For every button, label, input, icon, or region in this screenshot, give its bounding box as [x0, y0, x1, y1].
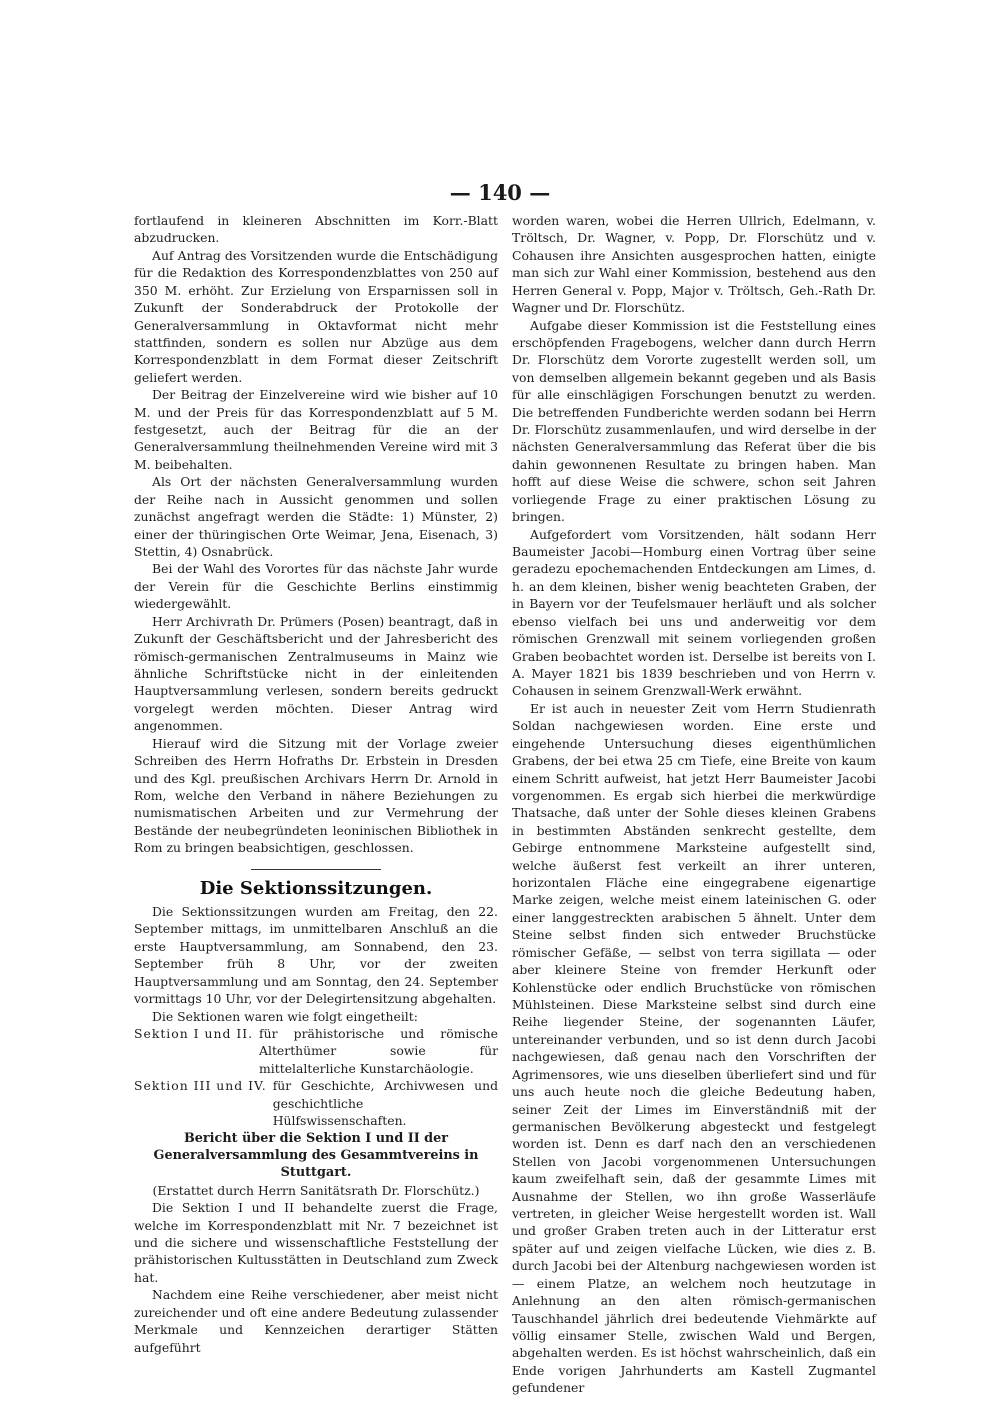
paragraph: Die Sektion I und II behandelte zuerst die Frage, welche im Korrespondenzblatt mit Nr. 7 bezeichnet ist und die sichere und wissenschaftliche Feststellung der prähistorischen Kultusstätten in Deutschland zum Zweck hat.: [134, 1200, 498, 1285]
paragraph: Auf Antrag des Vorsitzenden wurde die Entschädigung für die Redaktion des Korrespondenzblattes von 250 auf 350 M. erhöht. Zur Erzielung von Ersparnissen soll in Zukunft der Sonderabdruck der Protokolle der Generalversammlung in Oktavformat nicht mehr stattfinden, sondern es sollen nur Abzüge aus dem Korrespondenzblatt in dem Format dieser Zeitschrift geliefert werden.: [134, 247, 498, 385]
paragraph: Die Sektionen waren wie folgt eingetheilt:: [152, 1008, 418, 1024]
paragraph: Aufgabe dieser Kommission ist die Feststellung eines erschöpfenden Fragebogens, welcher dann durch Herrn Dr. Florschütz dem Vororte zugestellt werden soll, um von demselben allgemein bekannt gegeben und als Basis für alle einschlägigen Forschungen benutzt zu werden. Die betreffenden Fundberichte werden sodann bei Herrn Dr. Florschütz zusammenlaufen, und wird derselbe in der nächsten Generalversammlung das Referat über die bis dahin gewonnenen Resultate zu bringen haben. Man hofft auf diese Weise die schwere, schon seit Jahren vorliegende Frage zu einer praktischen Lösung zu bringen.: [512, 317, 876, 525]
paragraph: Aufgefordert vom Vorsitzenden, hält sodann Herr Baumeister Jacobi—Homburg einen Vortrag über seine geradezu epochemachenden Entdeckungen am Limes, d. h. an dem kleinen, bisher wenig beachteten Graben, der in Bayern vor der Teufelsmauer herläuft und als solcher ebenso vielfach bei uns und anderweitig vor dem römischen Grenzwall mit seinem vorliegenden großen Graben beobachtet worden ist. Derselbe ist bereits von I. A. Mayer 1821 bis 1839 beschrieben und von Herrn v. Cohausen in seinem Grenzwall-Werk erwähnt.: [512, 526, 876, 699]
sektion-description: für prähistorische und römische Alterthümer sowie für mittelalterliche Kunstarchäologie.: [259, 1025, 498, 1076]
sektion-label: Sektion I und II.: [134, 1025, 254, 1041]
section-heading: Die Sektionssitzungen.: [199, 877, 433, 899]
paragraph: worden waren, wobei die Herren Ullrich, Edelmann, v. Tröltsch, Dr. Wagner, v. Popp, Dr. Florschütz und v. Cohausen ihre Ansichten ausgesprochen hatten, einigte man sich zur Wahl einer Kommission, bestehend aus den Herren General v. Popp, Major v. Tröltsch, Geh.-Rath Dr. Wagner und Dr. Florschütz.: [512, 213, 876, 316]
left-column: [134, 212, 498, 1356]
paragraph: Die Sektionssitzungen wurden am Freitag, den 22. September mittags, im unmittelbaren Anschluß an die erste Hauptversammlung, am Sonnabend, den 23. September früh 8 Uhr, vor der zweiten Hauptversammlung und am Sonntag, den 24. September vormittags 10 Uhr, vor der Delegirtensitzung abgehalten.: [134, 904, 498, 1007]
page-number: — 140 —: [449, 180, 551, 205]
section-divider: [251, 869, 381, 870]
paragraph: Herr Archivrath Dr. Prümers (Posen) beantragt, daß in Zukunft der Geschäftsbericht und der Jahresbericht des römisch-germanischen Zentralmuseums in Mainz wie ähnliche Schriftstücke nicht in der einleitenden Hauptversammlung verlesen, sondern bereits gedruckt vorgelegt werden möchten. Dieser Antrag wird angenommen.: [134, 613, 498, 734]
paragraph: Der Beitrag der Einzelvereine wird wie bisher auf 10 M. und der Preis für das Korrespondenzblatt auf 5 M. festgesetzt, auch der Beitrag für die an der Generalversammlung theilnehmenden Vereine wird mit 3 M. beibehalten.: [134, 387, 498, 472]
paragraph: Bei der Wahl des Vorortes für das nächste Jahr wurde der Verein für die Geschichte Berlins einstimmig wiedergewählt.: [134, 561, 498, 612]
right-column: [512, 212, 876, 1397]
paragraph: Hierauf wird die Sitzung mit der Vorlage zweier Schreiben des Herrn Hofraths Dr. Erbstein in Dresden und des Kgl. preußischen Archivars Herrn Dr. Arnold in Rom, welche den Verband in nähere Beziehungen zu numismatischen Arbeiten und zur Vermehrung der Bestände der neubegründeten leoninischen Bibliothek in Rom zu bringen beabsichtigen, geschlossen.: [134, 735, 498, 856]
paragraph: Er ist auch in neuester Zeit vom Herrn Studienrath Soldan nachgewiesen worden. Eine erste und eingehende Untersuchung dieses eigenthümlichen Grabens, der bei etwa 25 cm Tiefe, eine Breite von kaum einem Schritt aufweist, hat jetzt Herr Baumeister Jacobi vorgenommen. Es ergab sich hierbei die merkwürdige Thatsache, daß unter der Sohle dieses kleinen Grabens in bestimmten Abständen senkrecht gestellte, dem Gebirge entnommene Marksteine aufgestellt sind, welche äußerst fest verkeilt an ihrer unteren, horizontalen Fläche eine eingegrabene eigenartige Marke zeigen, welche meist einem lateinischen G. oder einer langgestreckten arabischen 5 ähnelt. Unter dem Steine selbst finden sich entweder Bruchstücke römischer Gefäße, — selbst von terra sigillata — oder aber kleinere Steine von fremder Herkunft oder Kohlenstücke oder endlich Bruchstücke von römischen Mühlsteinen. Diese Marksteine selbst sind durch eine Reihe liegender Steine, der sogenannten Läufer, untereinander verbunden, und so ist denn durch Jacobi nachgewiesen, daß genau nach den Vorschriften der Agrimensores, wie uns dieselben überliefert sind und für uns auch heute noch die gleiche Bedeutung haben, seiner Zeit der Limes im Einverständniß mit der germanischen Bevölkerung abgesteckt und festgelegt worden ist. Denn es darf nach den an verschiedenen Stellen von Jacobi vorgenommenen Untersuchungen kaum zweifelhaft sein, daß der gesammte Limes mit Ausnahme der Stellen, wo ihn große Wasserläufe vertreten, in gleicher Weise hergestellt worden ist. Wall und großer Graben treten auch in der Litteratur erst später auf und zeigen vielfache Lücken, wie dies z. B. durch Jacobi bei der Altenburg nachgewiesen worden ist — einem Platze, an welchem noch heutzutage in Anlehnung an den alten römisch-germanischen Tauschhandel jährlich drei bedeutende Viehmärkte auf völlig einsamer Stelle, zwischen Wald und Bergen, abgehalten werden. Es ist höchst wahrscheinlich, daß ein Ende vorigen Jahrhunderts am Kastell Zugmantel gefundener: [512, 700, 876, 1396]
sektion-entry: [134, 1025, 498, 1077]
sektion-entry: [134, 1077, 498, 1129]
paragraph: Nachdem eine Reihe verschiedener, aber meist nicht zureichender und oft eine andere Bedeutung zulassender Merkmale und Kennzeichen derartiger Stätten aufgeführt: [134, 1287, 498, 1355]
sektion-description: für Geschichte, Archivwesen und geschichtliche Hülfswissenschaften.: [272, 1078, 498, 1129]
report-title: Bericht über die Sektion I und II der Generalversammlung des Gesammtvereins in Stuttgart.: [153, 1130, 479, 1181]
paragraph: fortlaufend in kleineren Abschnitten im Korr.-Blatt abzudrucken.: [134, 213, 498, 246]
paragraph: Als Ort der nächsten Generalversammlung wurden der Reihe nach in Aussicht genommen und sollen zunächst angefragt werden die Städte: 1) Münster, 2) einer der thüringischen Orte Weimar, Jena, Eisenach, 3) Stettin, 4) Osnabrück.: [134, 474, 498, 560]
sektion-label: Sektion III und IV.: [134, 1078, 267, 1094]
report-byline: (Erstattet durch Herrn Sanitätsrath Dr. Florschütz.): [152, 1182, 480, 1198]
